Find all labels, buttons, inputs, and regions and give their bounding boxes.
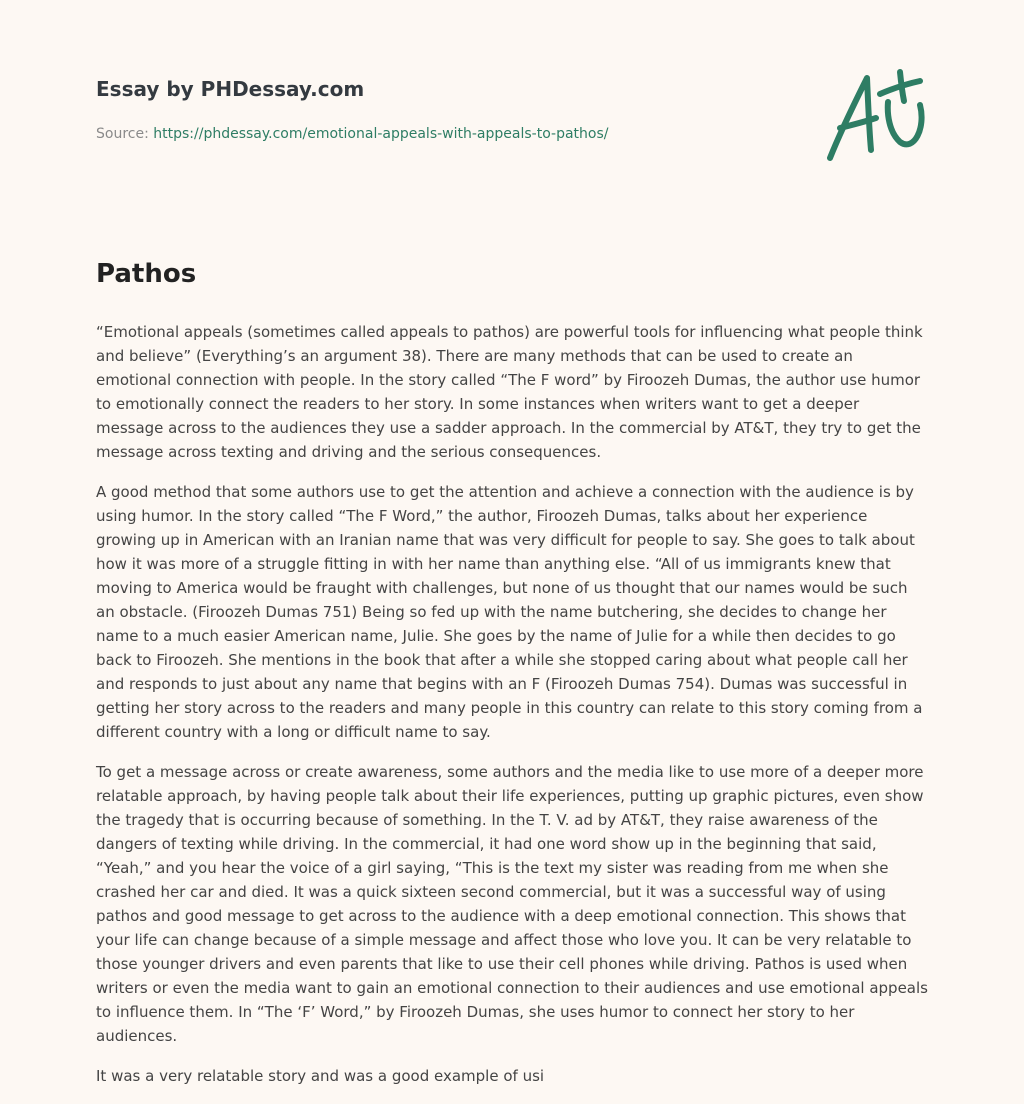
article-paragraph-3: To get a message across or create awareness, some authors and the media like to use more of a deeper more relatable approach, by having people talk about their life experiences, putting up graphic pictures, even show the tragedy that is occurring because of something. In the T. V. ad by AT&T, they raise awareness of the dangers of texting while driving. In the commercial, it had one word show up in the beginning that said, “Yeah,” and you hear the voice of a girl saying, “This is the text my sister was reading from me when she crashed her car and died. It was a quick sixteen second commercial, but it was a successful way of using pathos and good message to get across to the audience with a deep emotional connection. This shows that your life can change because of a simple message and affect those who love you. It can be very relatable to those younger drivers and even parents that like to use their cell phones while driving. Pathos is used when writers or even the media want to gain an emotional connection to their audiences and use emotional appeals to influence them. In “The ‘F’ Word,” by Firoozeh Dumas, she uses humor to connect her story to her audiences. <box>96 763 928 1045</box>
a-plus-logo-svg <box>822 66 930 166</box>
article-paragraph-2: A good method that some authors use to get the attention and achieve a connection with the audience is by using humor. In the story called “The F Word,” the author, Firoozeh Dumas, talks about her experience growing up in American with an Iranian name that was very difficult for people to say. She goes to talk about how it was more of a struggle fitting in with her name than anything else. “All of us immigrants knew that moving to America would be fraught with challenges, but none of us thought that our names would be such an obstacle. (Firoozeh Dumas 751) Being so fed up with the name butchering, she decides to change her name to a much easier American name, Julie. She goes by the name of Julie for a while then decides to go back to Firoozeh. She mentions in the book that after a while she stopped caring about what people call her and responds to just about any name that begins with an F (Firoozeh Dumas 754). Dumas was successful in getting her story across to the readers and many people in this country can relate to this story coming from a different country with a long or difficult name to say. <box>96 483 923 741</box>
page-header <box>96 72 836 144</box>
article-paragraph-4: It was a very relatable story and was a good example of usi <box>96 1067 545 1085</box>
brand-title: Essay by PHDessay.com <box>96 77 365 101</box>
source-line <box>96 124 836 144</box>
source-link[interactable]: https://phdessay.com/emotional-appeals-with-appeals-to-pathos/ <box>153 126 609 142</box>
source-label: Source: <box>96 126 149 142</box>
article-title: Pathos <box>96 259 197 289</box>
a-plus-grade-icon <box>822 66 930 166</box>
article-paragraph-1: “Emotional appeals (sometimes called appeals to pathos) are powerful tools for influencing what people think and believe” (Everything’s an argument 38). There are many methods that can be used to create an emotional connection with people. In the story called “The F word” by Firoozeh Dumas, the author use humor to emotionally connect the readers to her story. In some instances when writers want to get a deeper message across to the audiences they use a sadder approach. In the commercial by AT&T, they try to get the message across texting and driving and the serious consequences. <box>96 323 923 461</box>
article <box>96 252 930 1104</box>
